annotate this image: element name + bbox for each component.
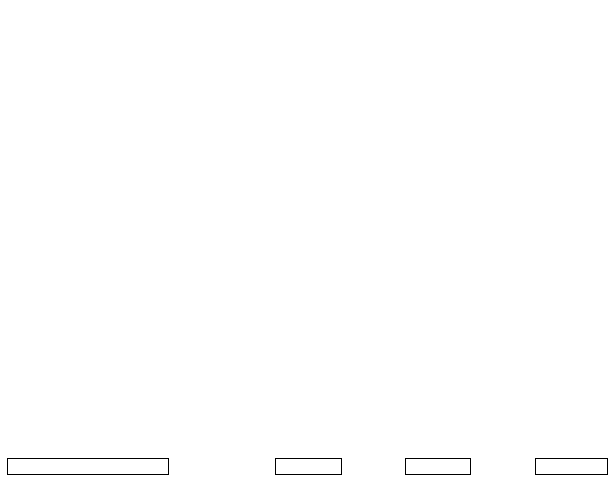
grand-total-label-box: [7, 458, 169, 475]
grand-total-nbre-plus-box: [535, 458, 608, 475]
grand-total-nbre-x: [405, 458, 471, 474]
total-nbre-x: [406, 434, 470, 450]
grand-total-nbre-o-box: [275, 458, 342, 475]
